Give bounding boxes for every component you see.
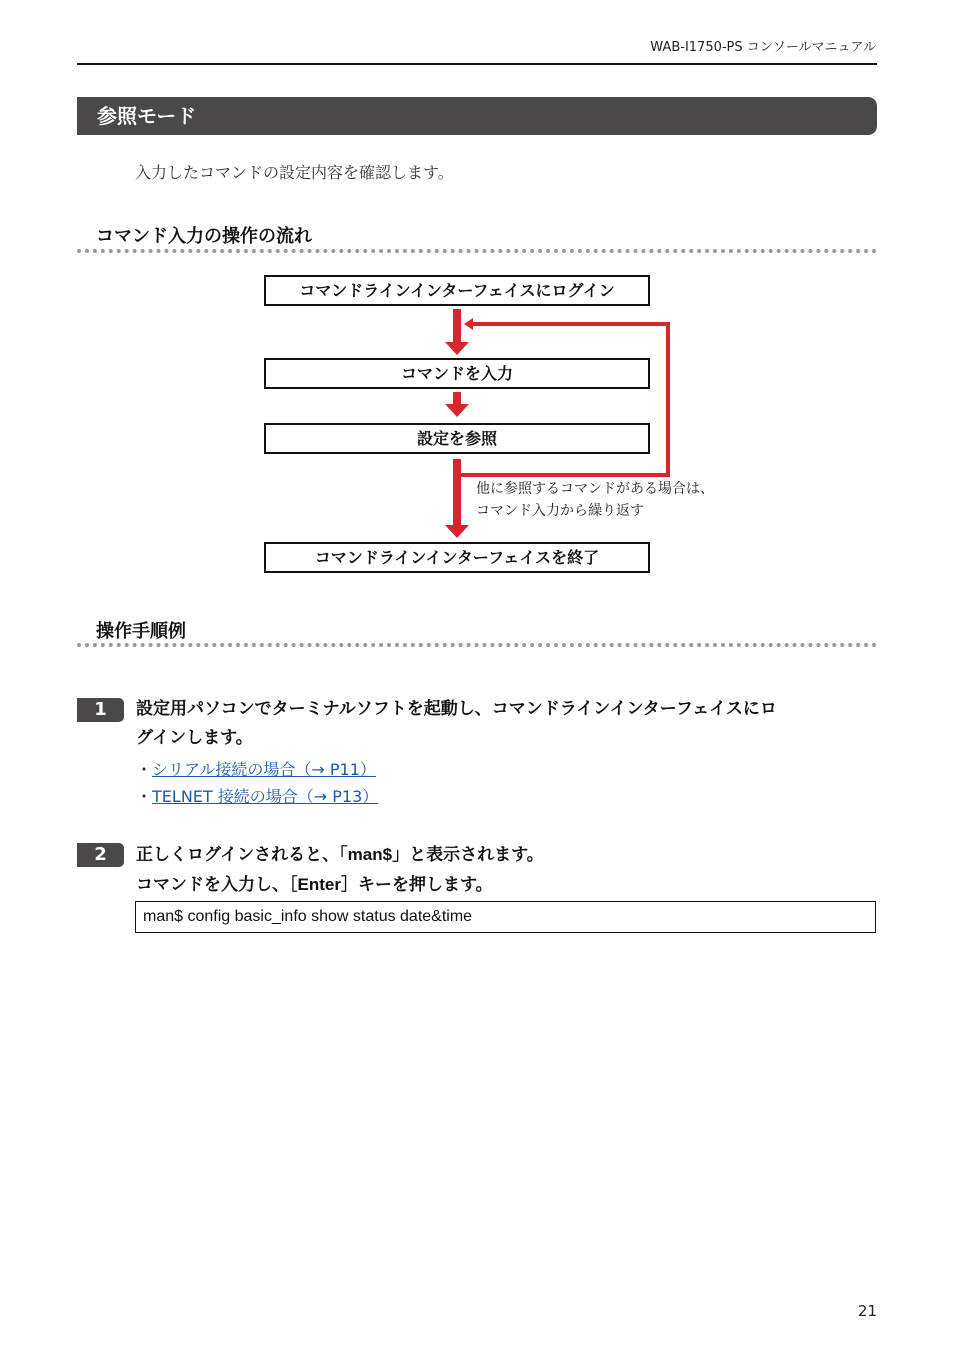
link-serial-connection[interactable]: シリアル接続の場合（→ P11） bbox=[152, 760, 376, 779]
flow-step-exit: コマンドラインインターフェイスを終了 bbox=[264, 542, 650, 573]
flow-arrow-1-head bbox=[445, 342, 469, 355]
step-2-line1-post: 」と表示されます。 bbox=[392, 845, 544, 865]
prompt-code: man$ bbox=[347, 845, 393, 864]
flow-step-input: コマンドを入力 bbox=[264, 358, 650, 389]
step-2-line1-pre: 正しくログインされると、「 bbox=[136, 845, 348, 865]
step-1-line1: 設定用パソコンでターミナルソフトを起動し、コマンドラインインターフェイスにロ bbox=[136, 699, 777, 719]
step-2-text bbox=[136, 840, 544, 900]
step-1-line2: グインします。 bbox=[136, 728, 253, 748]
command-example: man$ config basic_info show status date&time bbox=[135, 901, 876, 933]
link-telnet-connection[interactable]: TELNET 接続の場合（→ P13） bbox=[152, 787, 379, 806]
flow-heading: コマンド入力の操作の流れ bbox=[96, 226, 312, 247]
bullet-serial bbox=[136, 757, 376, 780]
step-2-line2-pre: コマンドを入力し、［ bbox=[136, 875, 298, 895]
flow-arrow-2-head bbox=[445, 404, 469, 417]
step-2-badge: 2 bbox=[77, 843, 124, 867]
step-1-text bbox=[136, 695, 881, 753]
loop-note bbox=[476, 478, 714, 522]
bullet-mark: ・ bbox=[136, 787, 153, 806]
step-2-line1 bbox=[136, 840, 544, 870]
loop-arrow-head bbox=[464, 318, 473, 330]
bullet-mark: ・ bbox=[136, 760, 153, 779]
loop-note-line2: コマンド入力から繰り返す bbox=[476, 503, 644, 519]
manual-title: WAB-I1750-PS コンソールマニュアル bbox=[650, 40, 876, 55]
page-number: 21 bbox=[857, 1302, 877, 1320]
section-intro: 入力したコマンドの設定内容を確認します。 bbox=[135, 163, 454, 182]
header-divider bbox=[77, 63, 877, 65]
loop-line-bottom bbox=[461, 473, 670, 477]
flow-arrow-1 bbox=[453, 309, 461, 342]
flow-arrow-3 bbox=[453, 459, 461, 525]
step-2-line2 bbox=[136, 870, 544, 900]
section-title: 参照モード bbox=[77, 97, 877, 135]
bullet-telnet bbox=[136, 784, 378, 807]
flow-heading-divider bbox=[77, 249, 877, 253]
procedure-heading-divider bbox=[77, 643, 877, 647]
enter-key-label: Enter bbox=[297, 875, 341, 894]
loop-line-top bbox=[472, 322, 670, 326]
flow-arrow-3-head bbox=[445, 525, 469, 538]
flow-arrow-2 bbox=[453, 392, 461, 404]
flow-step-login: コマンドラインインターフェイスにログイン bbox=[264, 275, 650, 306]
loop-line-right bbox=[666, 322, 670, 473]
flow-step-view: 設定を参照 bbox=[264, 423, 650, 454]
step-1-badge: 1 bbox=[77, 698, 124, 722]
step-2-line2-post: ］キーを押します。 bbox=[340, 875, 493, 895]
procedure-heading: 操作手順例 bbox=[96, 621, 186, 642]
loop-note-line1: 他に参照するコマンドがある場合は、 bbox=[476, 481, 714, 497]
